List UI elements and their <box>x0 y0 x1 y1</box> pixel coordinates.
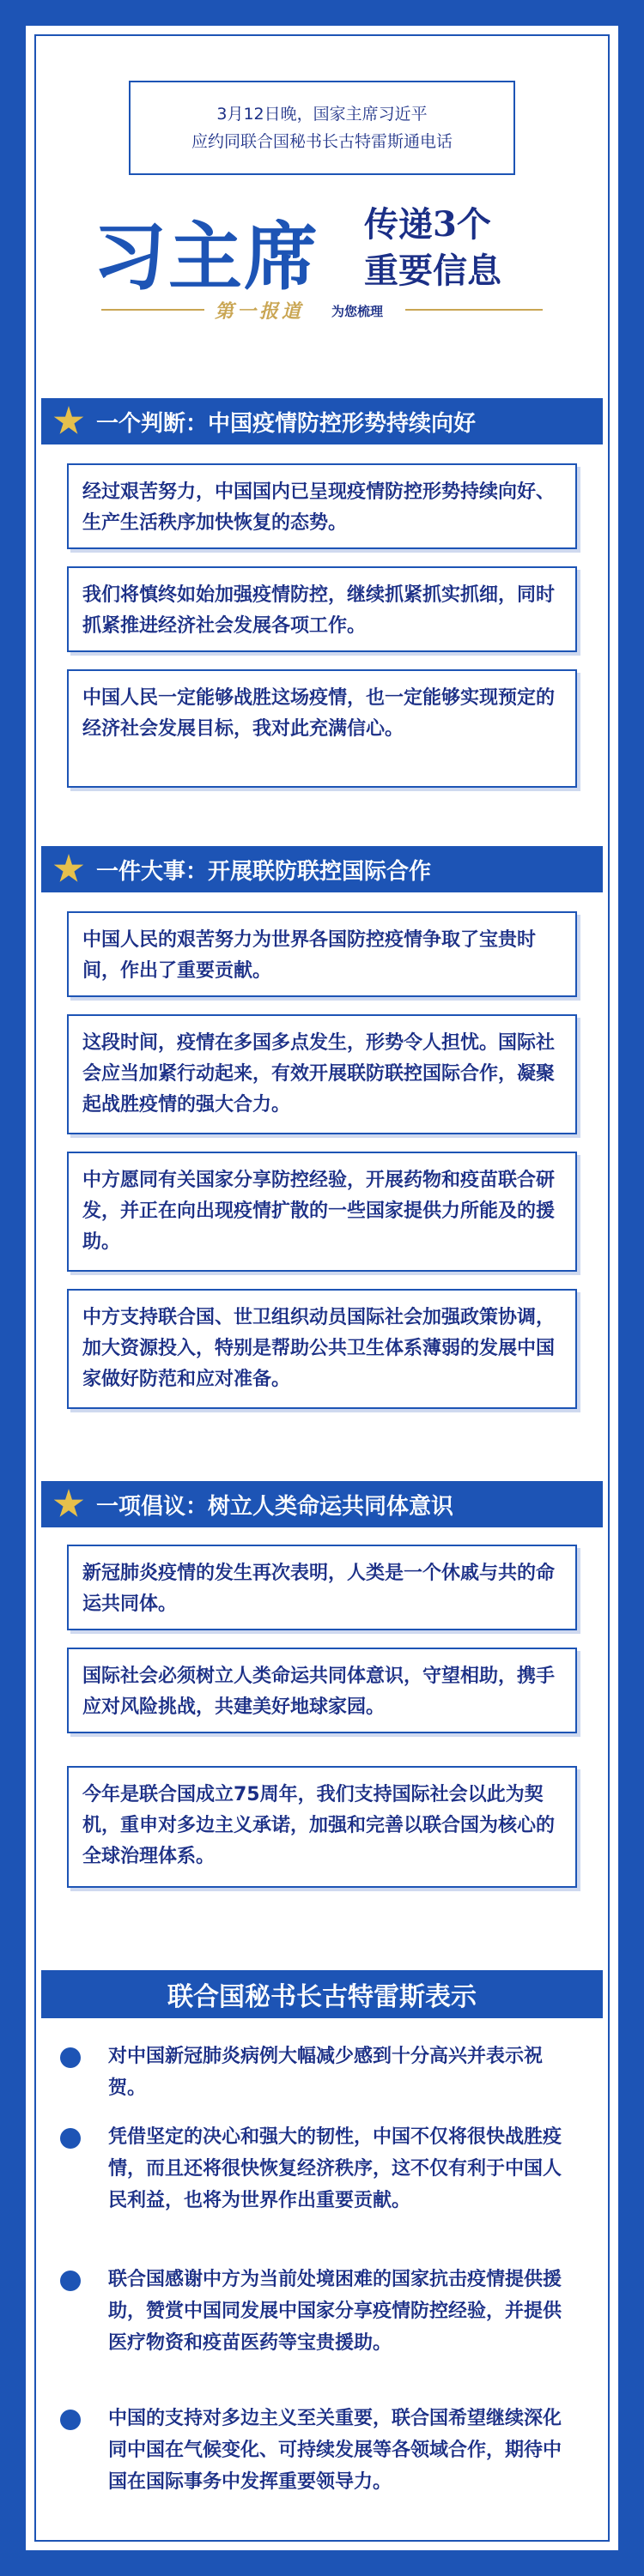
intro-box <box>129 81 515 175</box>
list-item-text: 中国的支持对多边主义至关重要，联合国希望继续深化同中国在气候变化、可持续发展等各领域合作，期待中国在国际事务中发挥重要领导力。 <box>108 2408 562 2493</box>
info-card: 中方支持联合国、世卫组织动员国际社会加强政策协调，加大资源投入，特别是帮助公共卫生体系薄弱的发展中国家做好防范和应对准备。 <box>67 1289 577 1409</box>
bullet-dot-icon <box>60 2128 81 2149</box>
list-item <box>60 2121 584 2216</box>
title-sub-1: 传递3个 <box>364 204 491 245</box>
section-heading-initiative <box>41 1481 603 1527</box>
info-card: 这段时间，疫情在多国多点发生，形势令人担忧。国际社会应当加紧行动起来，有效开展联防联控国际合作，凝聚起战胜疫情的强大合力。 <box>67 1014 577 1134</box>
brand-tag: 为您梳理 <box>331 304 384 319</box>
section-heading-judgment <box>41 398 603 444</box>
info-card: 今年是联合国成立75周年，我们支持国际社会以此为契机，重申对多边主义承诺，加强和完善以联合国为核心的全球治理体系。 <box>67 1766 577 1888</box>
list-item <box>60 2264 584 2359</box>
info-card: 经过艰苦努力，中国国内已呈现疫情防控形势持续向好、生产生活秩序加快恢复的态势。 <box>67 463 577 549</box>
info-card: 我们将慎终如始加强疫情防控，继续抓紧抓实抓细，同时抓紧推进经济社会发展各项工作。 <box>67 566 577 652</box>
title-sub-2: 重要信息 <box>364 251 501 291</box>
title-main: 习主席 <box>93 214 319 300</box>
intro-line-2: 应约同联合国秘书长古特雷斯通电话 <box>191 132 453 151</box>
info-card: 国际社会必须树立人类命运共同体意识，守望相助，携手应对风险挑战，共建美好地球家园。 <box>67 1648 577 1733</box>
page-title <box>93 190 556 300</box>
list-item-text: 联合国感谢中方为当前处境困难的国家抗击疫情提供援助，赞赏中国同发展中国家分享疫情防控经验，并提供医疗物资和疫苗医药等宝贵援助。 <box>108 2269 562 2354</box>
bullet-dot-icon <box>60 2047 81 2068</box>
section-heading-text: 一个判断：中国疫情防控形势持续向好 <box>96 410 477 437</box>
section-heading-text: 一件大事：开展联防联控国际合作 <box>96 858 432 885</box>
brand-name: 第一报道 <box>215 300 305 323</box>
star-icon <box>53 854 84 885</box>
section-heading-cooperation <box>41 846 603 892</box>
info-card: 中国人民的艰苦努力为世界各国防控疫情争取了宝贵时间，作出了重要贡献。 <box>67 911 577 997</box>
list-item-text: 凭借坚定的决心和强大的韧性，中国不仅将很快战胜疫情，而且还将很快恢复经济秩序，这不仅有利于中国人民利益，也将为世界作出重要贡献。 <box>108 2126 562 2211</box>
list-item <box>60 2403 584 2498</box>
brand-rule-right <box>405 309 543 311</box>
brand-rule-left <box>101 309 204 311</box>
un-section-heading: 联合国秘书长古特雷斯表示 <box>41 1970 603 2018</box>
brand-line <box>101 297 543 323</box>
intro-line-1: 3月12日晚，国家主席习近平 <box>216 105 428 124</box>
star-icon <box>53 1489 84 1520</box>
list-item-text: 对中国新冠肺炎病例大幅减少感到十分高兴并表示祝贺。 <box>108 2046 544 2099</box>
section-heading-text: 一项倡议：树立人类命运共同体意识 <box>96 1493 454 1520</box>
info-card: 中方愿同有关国家分享防控经验，开展药物和疫苗联合研发，并正在向出现疫情扩散的一些国家提供力所能及的援助。 <box>67 1152 577 1272</box>
bullet-dot-icon <box>60 2410 81 2430</box>
bullet-dot-icon <box>60 2271 81 2291</box>
list-item <box>60 2041 584 2104</box>
info-card: 中国人民一定能够战胜这场疫情，也一定能够实现预定的经济社会发展目标，我对此充满信心。 <box>67 669 577 788</box>
star-icon <box>53 406 84 437</box>
info-card: 新冠肺炎疫情的发生再次表明，人类是一个休戚与共的命运共同体。 <box>67 1545 577 1630</box>
